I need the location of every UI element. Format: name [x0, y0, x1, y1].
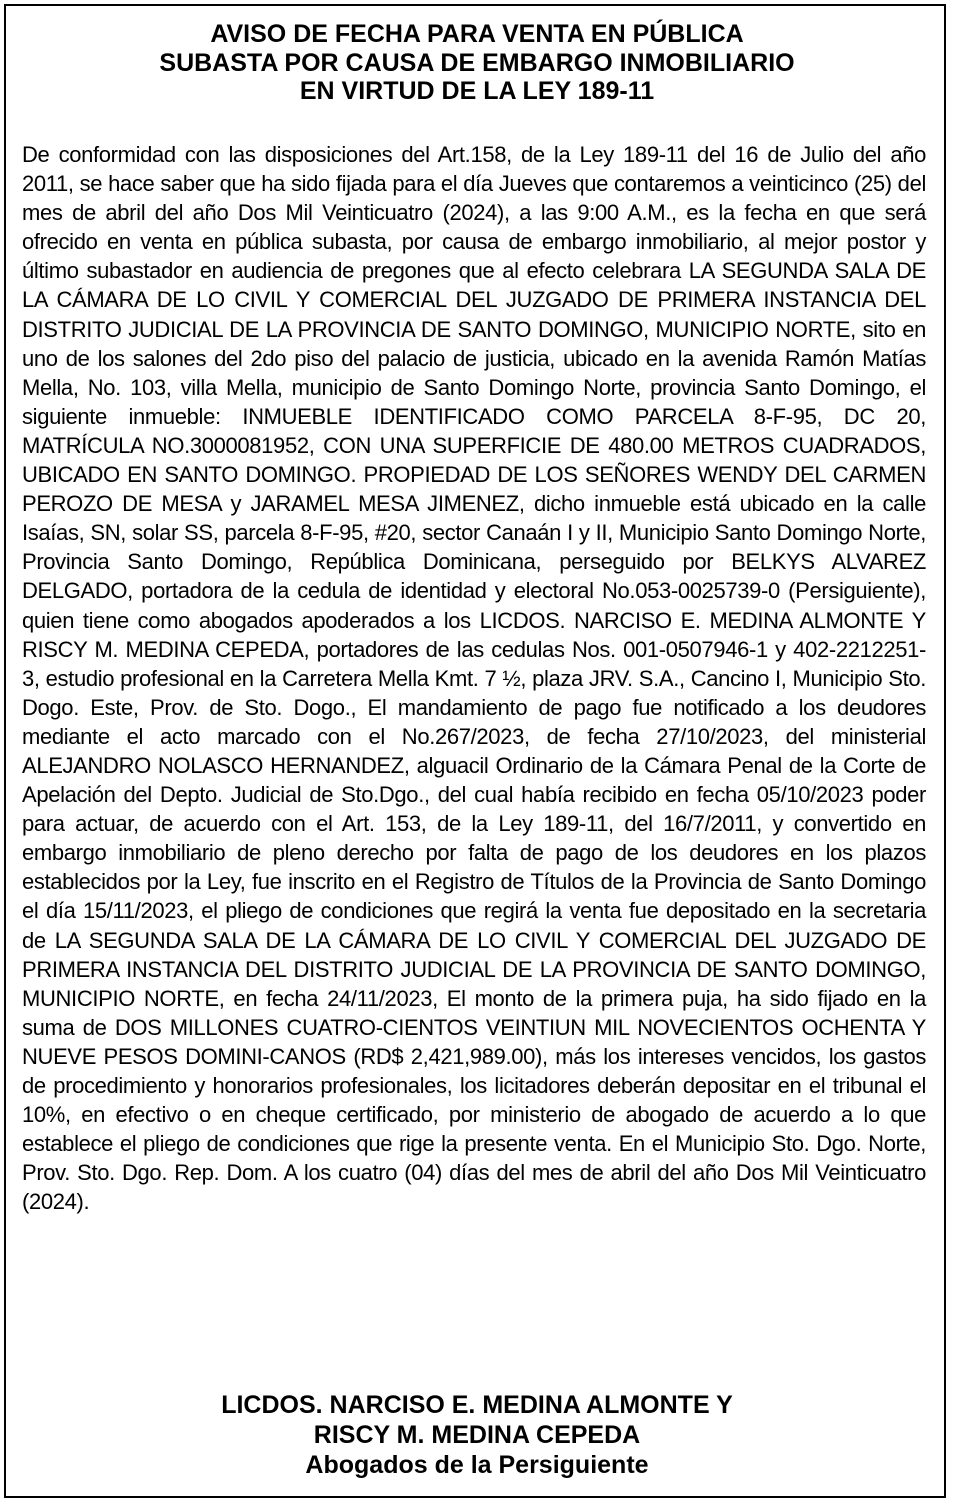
title-line-2: SUBASTA POR CAUSA DE EMBARGO INMOBILIARIO — [159, 48, 795, 77]
signature-line-2: RISCY M. MEDINA CEPEDA — [313, 1421, 641, 1449]
signature-line-1: LICDOS. NARCISO E. MEDINA ALMONTE Y — [221, 1391, 733, 1419]
notice-body: De conformidad con las disposiciones del Art.158, de la Ley 189-11 del 16 de Julio del año 2011, se hace saber que ha sido fijada para el día Jueves que contaremos a veinticinco (25) del mes de abril del año Dos Mil Veinticuatro (2024), a las 9:00 A.M., es la fecha en que será ofrecido en venta en pública subasta, por causa de embargo inmobiliario, al mejor postor y último subastador en audiencia de pregones que al efecto celebrara LA SEGUNDA SALA DE LA CÁMARA DE LO CIVIL Y COMERCIAL DEL JUZGADO DE PRIMERA INSTANCIA DEL DISTRITO JUDICIAL DE LA PROVINCIA DE SANTO DOMINGO, MUNICIPIO NORTE, sito en uno de los salones del 2do piso del palacio de justicia, ubicado en la avenida Ramón Matías Mella, No. 103, villa Mella, municipio de Santo Domingo Norte, provincia Santo Domingo, el siguiente inmueble: INMUEBLE IDENTIFICADO COMO PARCELA 8-F-95, DC 20, MATRÍCULA NO.3000081952, CON UNA SUPERFICIE DE 480.00 METROS CUADRADOS, UBICADO EN SANTO DOMINGO. PROPIEDAD DE LOS SEÑORES WENDY DEL CARMEN PEROZO DE MESA y JARAMEL MESA JIMENEZ, dicho inmueble está ubicado en la calle Isaías, SN, solar SS, parcela 8-F-95, #20, sector Canaán I y II, Municipio Santo Domingo Norte, Provincia Santo Domingo, República Dominicana, perseguido por BELKYS ALVAREZ DELGADO, portadora de la cedula de identidad y electoral No.053-0025739-0 (Persiguiente), quien tiene como abogados apoderados a los LICDOS. NARCISO E. MEDINA ALMONTE Y RISCY M. MEDINA CEPEDA, portadores de las cedulas Nos. 001-0507946-1 y 402-2212251-3, estudio profesional en la Carretera Mella Kmt. 7 ½, plaza JRV. S.A., Cancino I, Municipio Sto. Dogo. Este, Prov. de Sto. Dogo., El mandamiento de pago fue notificado a los deudores mediante el acto marcado con el No.267/2023, de fecha 27/10/2023, del ministerial ALEJANDRO NOLASCO HERNANDEZ, alguacil Ordinario de la Cámara Penal de la Corte de Apelación del Depto. Judicial de Sto.Dgo., del cual había recibido en fecha 05/10/2023 poder para actuar, de acuerdo con el Art. 153, de la Ley 189-11, del 16/7/2011, y convertido en embargo inmobiliario de pleno derecho por falta de pago de los deudores en los plazos establecidos por la Ley, fue inscrito en el Registro de Títulos de la Provincia de Santo Domingo el día 15/11/2023, el pliego de condiciones que regirá la venta fue depositado en la secretaria de LA SEGUNDA SALA DE LA CÁMARA DE LO CIVIL Y COMERCIAL DEL JUZGADO DE PRIMERA INSTANCIA DEL DISTRITO JUDICIAL DE LA PROVINCIA DE SANTO DOMINGO, MUNICIPIO NORTE, en fecha 24/11/2023, El monto de la primera puja, ha sido fijado en la suma de DOS MILLONES CUATRO-CIENTOS VEINTIUN MIL NOVECIENTOS OCHENTA Y NUEVE PESOS DOMINI-CANOS (RD$ 2,421,989.00), más los intereses vencidos, los gastos de procedimiento y honorarios profesionales, los licitadores deberán depositar en el tribunal el 10%, en efectivo o en cheque certificado, por ministerio de abogado de acuerdo a lo que establece el pliego de condiciones que rige la presente venta. En el Municipio Sto. Dgo. Norte, Prov. Sto. Dgo. Rep. Dom. A los cuatro (04) días del mes de abril del año Dos Mil Veinticuatro (2024). — [22, 142, 926, 1215]
notice-signature — [20, 1390, 934, 1480]
title-line-3: EN VIRTUD DE LA LEY 189-11 — [299, 77, 655, 105]
title-line-1: AVISO DE FECHA PARA VENTA EN PÚBLICA — [210, 20, 744, 48]
notice-title — [20, 20, 934, 106]
signature-line-3: Abogados de la Persiguiente — [305, 1451, 649, 1479]
